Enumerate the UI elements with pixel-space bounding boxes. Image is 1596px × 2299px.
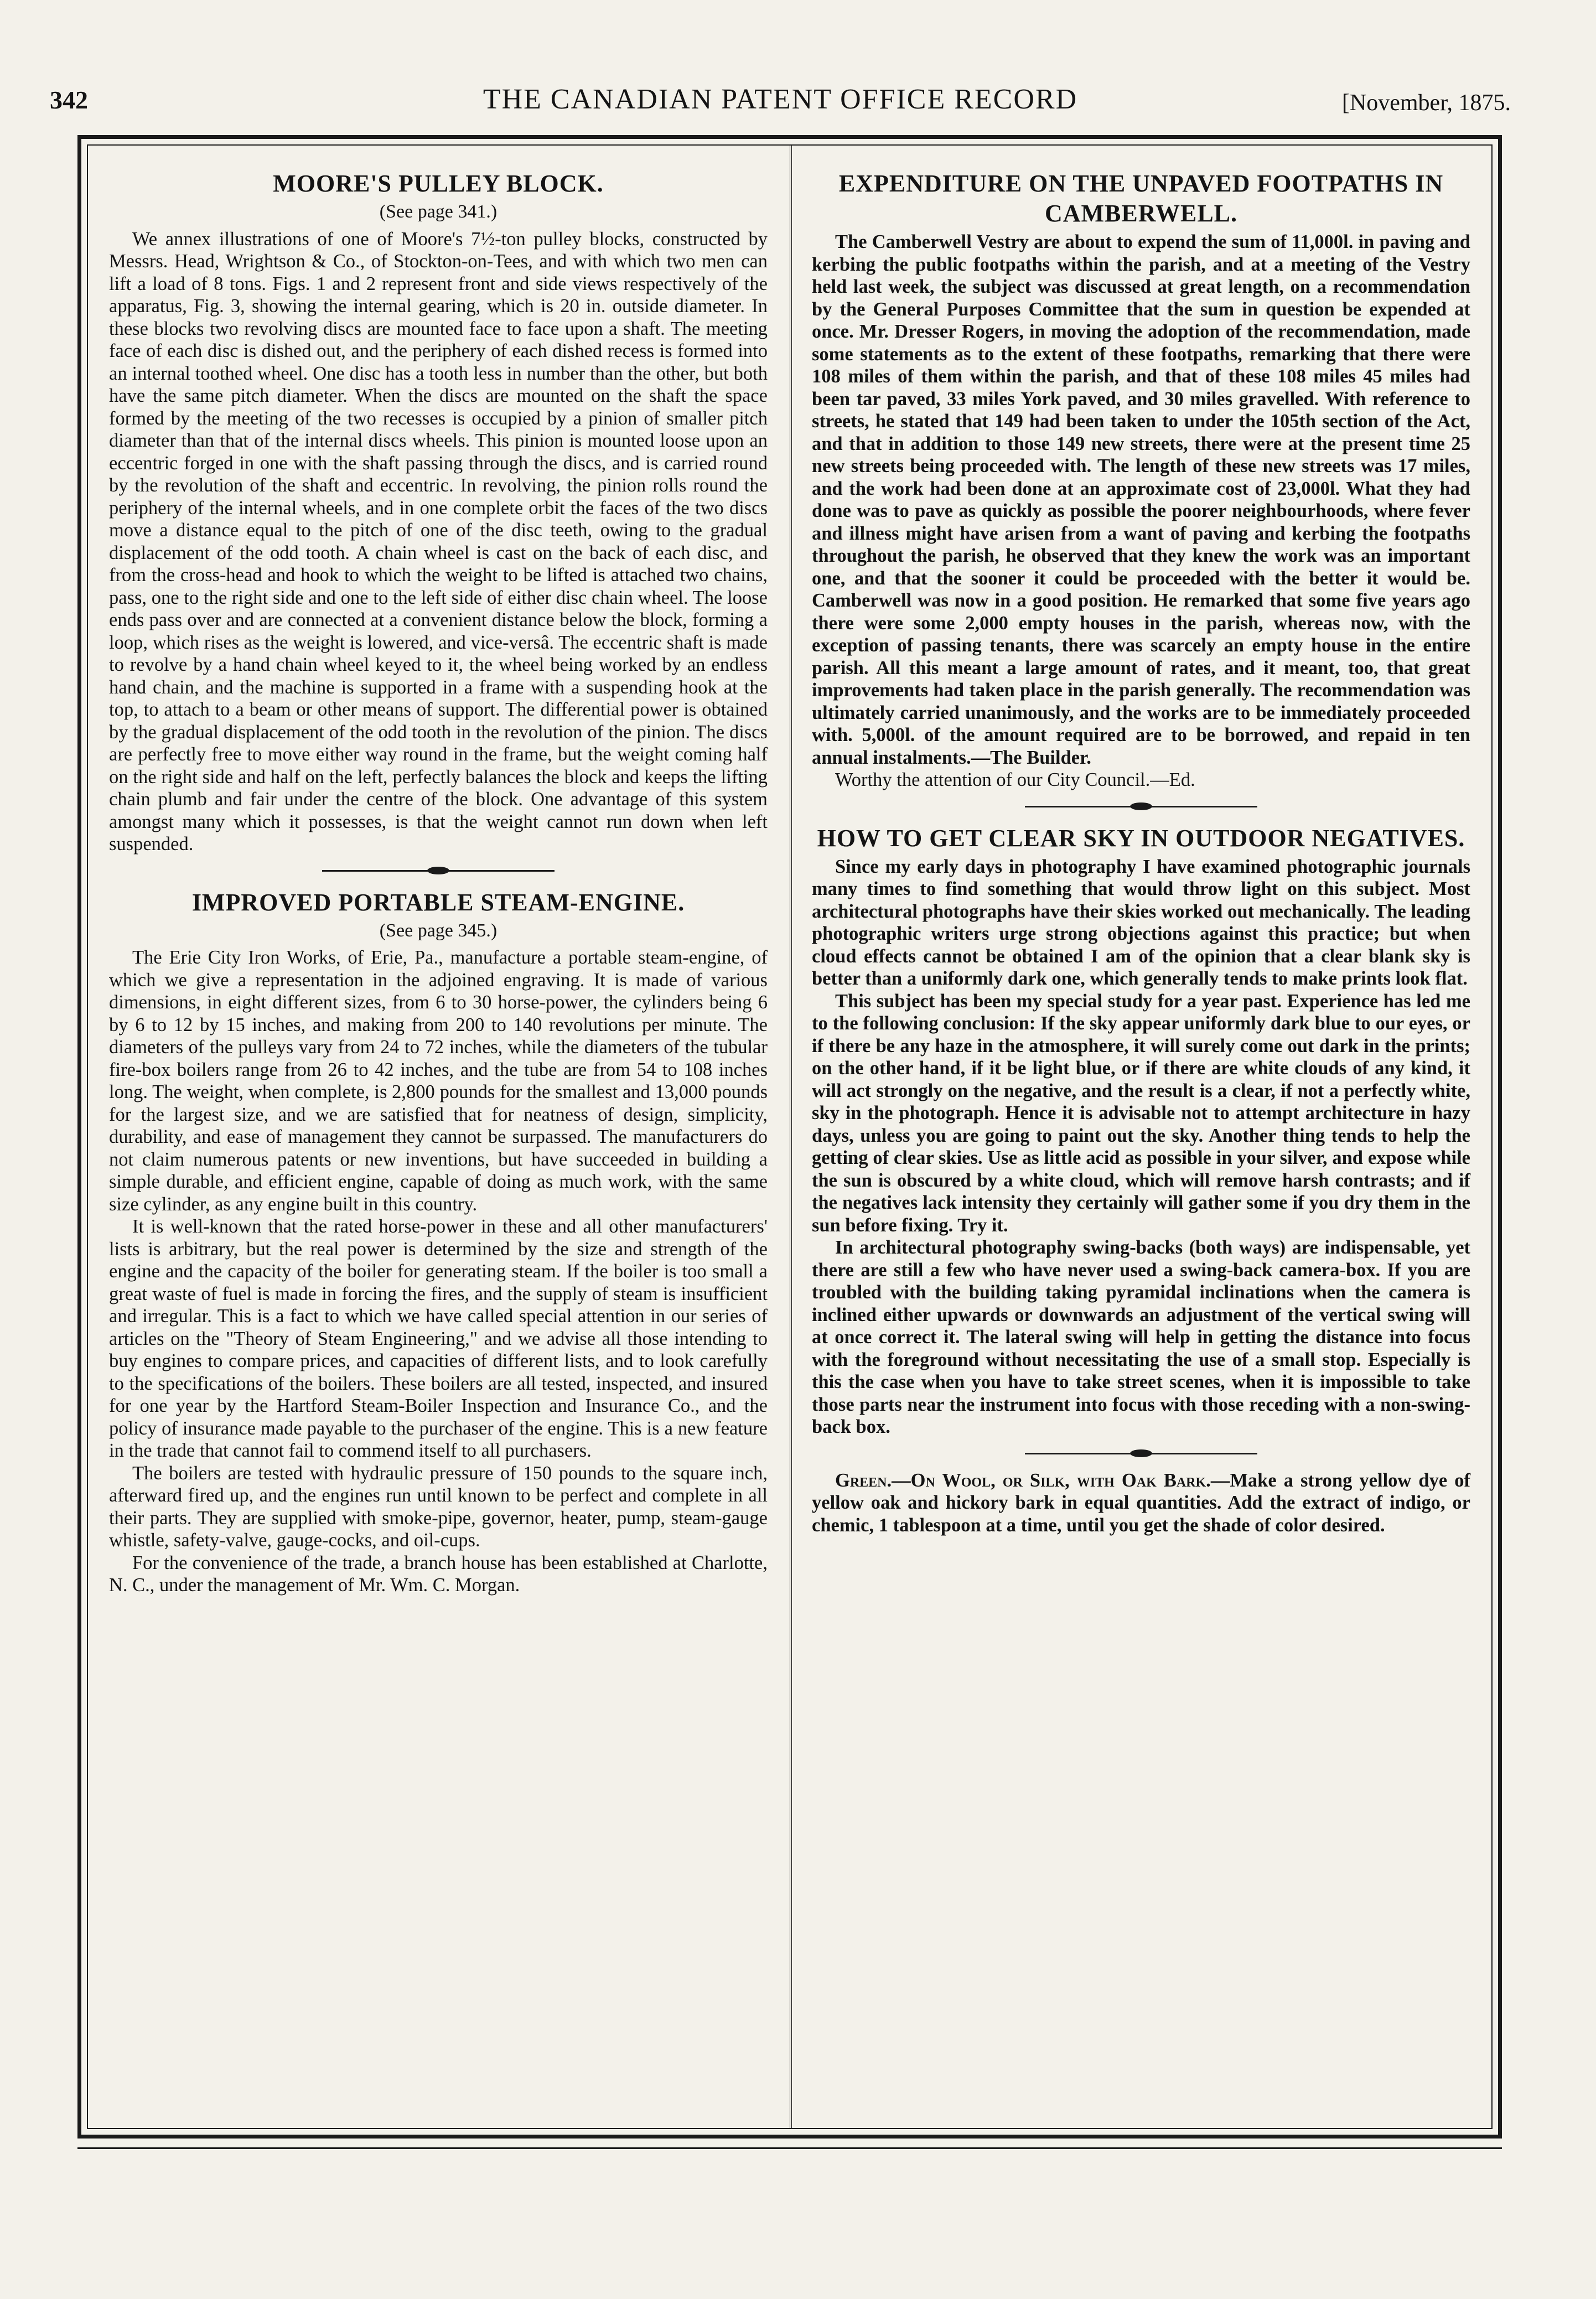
right-column <box>812 163 1470 1536</box>
recipe-paragraph <box>812 1469 1470 1537</box>
article-paragraph: In architectural photography swing-backs (both ways) are indispensable, yet there are still a few who have never used a swing-back camera-box. If you are troubled with the building taking pyramidal inclinations when the camera is inclined either upwards or downwards an adjustment of the vertical swing will at once correct it. The lateral swing will help in getting the distance into focus with the foreground without necessitating the use of a small stop. Especially is this the case when you have to take street scenes, when it is impossible to take those parts near the instrument into focus with those receding with a non-swing-back box. <box>812 1237 1470 1437</box>
editor-note: Worthy the attention of our City Council.—Ed. <box>835 769 1195 790</box>
article-paragraph: We annex illustrations of one of Moore's 7½-ton pulley blocks, constructed by Messrs. Head, Wrightson & Co., of Stockton-on-Tees, and with which two men can lift a load of 8 tons. Figs. 1 and 2 represent front and side views respectively of the apparatus, Fig. 3, showing the internal gearing, which is 20 in. outside diameter. In these blocks two revolving discs are mounted face to face upon a shaft. The meeting face of each disc is dished out, and the periphery of each dished recess is formed into an internal toothed wheel. One disc has a tooth less in number than the other, but both have the same pitch diameter. When the discs are mounted on the shaft the space formed by the meeting of the two recesses is occupied by a pinion of smaller pitch diameter than that of the internal discs wheels. This pinion is mounted loose upon an eccentric forged in one with the shaft passing through the discs, and is carried round by the revolution of the shaft and eccentric. In revolving, the pinion rolls round the periphery of the internal wheels, and in one complete orbit the faces of the two discs move a distance equal to the pitch of one of the disc teeth, owing to the gradual displacement of the odd tooth. A chain wheel is cast on the back of each disc, and from the cross-head and hook to which the weight to be lifted is attached two chains, pass, one to the right side and one to the left side of either disc chain wheel. The loose ends pass over and are connected at a convenient distance below the block, forming a loop, which rises as the weight is lowered, and vice-versâ. The eccentric shaft is made to revolve by a hand chain wheel keyed to it, the wheel being worked by an endless hand chain, and the machine is supported in a frame with a suspending hook at the top, to attach to a beam or other means of support. The differential power is obtained by the gradual displacement of the odd tooth in the revolution of the pinion. The discs are perfectly free to move either way round in the frame, but the weight coming half on the right side and half on the left, perfectly balances the block and keeps the lifting chain plumb and fair under the centre of the block. One advantage of this system amongst many which it possesses, is that the weight cannot run down when left suspended. <box>109 228 768 855</box>
bottom-rule <box>77 2147 1502 2149</box>
article-title: IMPROVED PORTABLE STEAM-ENGINE. <box>191 888 685 916</box>
article-title: EXPENDITURE ON THE UNPAVED FOOTPATHS IN CAMBERWELL. <box>838 170 1444 227</box>
article-paragraph: For the convenience of the trade, a branch house has been established at Charlotte, N. C., under the management of Mr. Wm. C. Morgan. <box>109 1552 768 1596</box>
left-column <box>109 163 768 1597</box>
article-paragraph: The boilers are tested with hydraulic pressure of 150 pounds to the square inch, afterward fired up, and the engines run until known to be perfect and complete in all their parts. They are supplied with smoke-pipe, governor, heater, pump, steam-gauge whistle, safety-valve, gauge-cocks, and oil-cups. <box>109 1462 768 1551</box>
section-separator <box>109 860 768 882</box>
page-number: 342 <box>50 86 88 114</box>
article-paragraph: The Erie City Iron Works, of Erie, Pa., manufacture a portable steam-engine, of which we give a representation in the adjoined engraving. It is made of various dimensions, in eight different sizes, from 6 to 30 horse-power, the cylinders being 6 by 6 to 12 by 15 inches, and making from 200 to 140 revolutions per minute. The diameters of the pulleys vary from 24 to 72 inches, while the diameters of the tubular fire-box boilers range from 26 to 42 inches, and the tube are from 54 to 108 inches long. The weight, when complete, is 2,800 pounds for the smallest and 13,000 pounds for the largest size, and we are satisfied that for neatness of design, simplicity, durability, and ease of management they cannot be surpassed. The manufacturers do not claim numerous patents or new inventions, but have succeeded in building a simple durable, and efficient engine, capable of doing as much work, with the same size cylinder, as any engine built in this country. <box>109 947 768 1215</box>
article-paragraph: The Camberwell Vestry are about to expend the sum of 11,000l. in paving and kerbing the public footpaths within the parish, and at a meeting of the Vestry held last week, the subject was discussed at great length, on a recommendation by the General Purposes Committee that the sum in question be expended at once. Mr. Dresser Rogers, in moving the adoption of the recommendation, made some statements as to the extent of these footpaths, remarking that there were 108 miles of them within the parish, and that of these 108 miles 45 miles had been tar paved, 33 miles York paved, and 30 miles gravelled. With reference to streets, he stated that 149 had been taken to under the 105th section of the Act, and that in addition to those 149 new streets, there were at the present time 25 new streets being proceeded with. The length of these new streets was 17 miles, and the work had been done at an approximate cost of 23,000l. What they had done was to pave as quickly as possible the poorer neighbourhoods, where fever and illness might have arisen from a want of paving and kerbing the footpaths throughout the parish, he observed that they knew the work was an important one, and that the sooner it could be proceeded with the better it would be. Camberwell was now in a good position. He remarked that some five years ago there were some 2,000 empty houses in the parish, whereas now, with the exception of passing tenants, there was scarcely an empty house in the entire parish. All this meant a large amount of rates, and it meant, too, that great improvements had taken place in the parish generally. The recommendation was ultimately carried unanimously, and the works are to be immediately proceeded with. 5,000l. of the amount required are to be borrowed, and repaid in ten annual instalments.—The Builder. <box>812 231 1470 768</box>
article-title: HOW TO GET CLEAR SKY IN OUTDOOR NEGATIVES. <box>817 824 1465 852</box>
see-page-note: (See page 341.) <box>379 201 498 222</box>
article-paragraph: Since my early days in photography I have examined photographic journals many times to find something that would throw light on this subject. Most architectural photographs have their skies worked out mechanically. The leading photographic writers urge strong objections against this practice; but when cloud effects cannot be obtained I am of the opinion that a clear blank sky is better than a uniformly dark one, which generally tends to make prints look flat. <box>812 856 1470 989</box>
article-paragraph: This subject has been my special study for a year past. Experience has led me to the following conclusion: If the sky appear uniformly dark blue to our eyes, or if there be any haze in the atmosphere, it will surely come out dark in the prints; on the other hand, if it be light blue, or if there are white clouds of any kind, it will act strongly on the negative, and the result is a clear, if not a perfectly white, sky in the photograph. Hence it is advisable not to attempt architecture in hazy days, unless you are going to paint out the sky. Another thing tends to help the getting of clear skies. Use as little acid as possible in your silver, and expose while the sun is obscured by a white cloud, which will remove harsh contrasts; and if the negatives lack intensity they certainly will gather some if you dry them in the sun before fixing. Try it. <box>812 990 1470 1236</box>
page-header <box>50 77 1511 127</box>
recipe-heading: Green.—On Wool, or Silk, with Oak Bark. <box>835 1469 1211 1491</box>
recipe-body: —Make a strong yellow dye of yellow oak and hickory bark in equal quantities. Add the extract of indigo, or chemic, 1 tablespoon at a time, until you get the shade of color desired. <box>812 1469 1470 1536</box>
column-divider <box>790 144 792 2129</box>
article-title: MOORE'S PULLEY BLOCK. <box>273 170 604 197</box>
see-page-note: (See page 345.) <box>379 920 498 941</box>
journal-title: THE CANADIAN PATENT OFFICE RECORD <box>483 84 1078 115</box>
section-separator <box>812 1443 1470 1465</box>
issue-date: [November, 1875. <box>1341 90 1511 116</box>
article-frame <box>77 135 1502 2139</box>
article-paragraph: It is well-known that the rated horse-power in these and all other manufacturers' lists is arbitrary, but the real power is determined by the size and strength of the engine and the capacity of the boiler for generating steam. If the boiler is too small a great waste of fuel is made in forcing the fires, and the supply of steam is insufficient and irregular. This is a fact to which we have called special attention in our series of articles on the "Theory of Steam Engineering," and we advise all those intending to buy engines to compare prices, and capacities of different lists, and to look carefully to the specifications of the boilers. These boilers are all tested, inspected, and insured for one year by the Hartford Steam-Boiler Inspection and Insurance Co., and the policy of insurance made payable to the purchaser of the engine. This is a new feature in the trade that cannot fail to commend itself to all purchasers. <box>109 1216 768 1461</box>
section-separator <box>812 796 1470 818</box>
